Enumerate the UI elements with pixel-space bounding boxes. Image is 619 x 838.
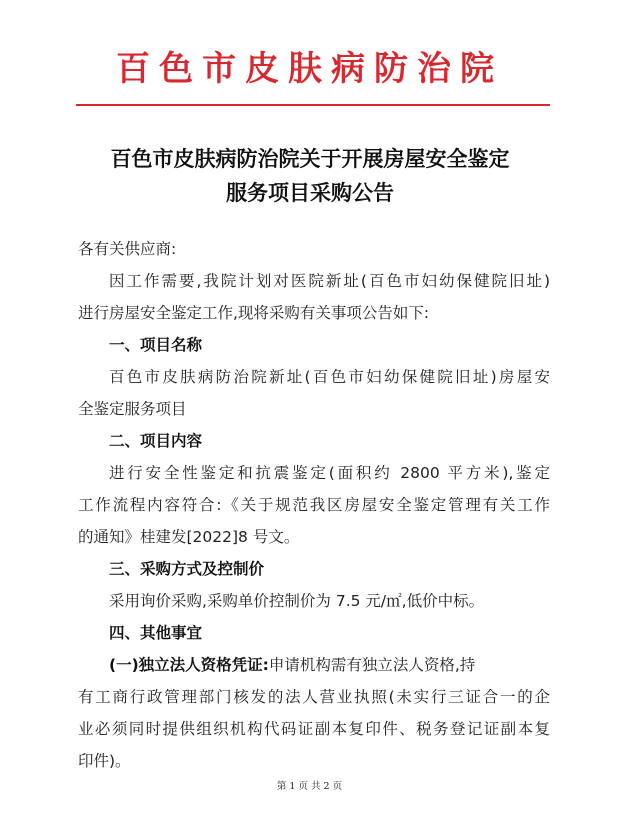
section-1-line-1: 百色市皮肤病防治院新址(百色市妇幼保健院旧址)房屋安 <box>109 368 550 386</box>
intro-line-1: 因工作需要,我院计划对医院新址(百色市妇幼保健院旧址) <box>109 272 550 290</box>
document-body <box>78 233 550 777</box>
section-2-line-3: 的通知》桂建发[2022]8 号文。 <box>78 528 300 546</box>
section-4-item-1-line-4: 印件)。 <box>78 752 131 770</box>
section-4-item-1-line-1 <box>78 649 550 681</box>
section-1-heading: 一、项目名称 <box>109 336 203 354</box>
section-4-item-1-lead: (一)独立法人资格凭证: <box>109 656 269 674</box>
section-2-line-1: 进行安全性鉴定和抗震鉴定(面积约 2800 平方米),鉴定 <box>109 464 550 482</box>
section-3-line-1: 采用询价采购,采购单价控制价为 7.5 元/㎡,低价中标。 <box>109 592 485 610</box>
section-4-item-1-rest: 申请机构需有独立法人资格,持 <box>268 656 476 674</box>
section-4-item-1-line-3: 业必须同时提供组织机构代码证副本复印件、税务登记证副本复 <box>78 720 550 738</box>
section-1-line-2: 全鉴定服务项目 <box>78 400 187 418</box>
document-title-line-2: 服务项目采购公告 <box>226 180 394 205</box>
section-4-heading: 四、其他事宜 <box>109 624 203 642</box>
letterhead-red-rule <box>76 104 550 106</box>
letterhead-org-name: 百色市皮肤病防治院 <box>116 49 503 89</box>
document-title-line-1: 百色市皮肤病防治院关于开展房屋安全鉴定 <box>110 146 510 171</box>
document-title <box>60 142 560 210</box>
salutation: 各有关供应商: <box>78 240 177 258</box>
section-2-heading: 二、项目内容 <box>109 432 203 450</box>
section-2-line-2: 工作流程内容符合:《关于规范我区房屋安全鉴定管理有关工作 <box>78 496 550 514</box>
section-4-item-1-line-2: 有工商行政管理部门核发的法人营业执照(未实行三证合一的企 <box>78 688 550 706</box>
page-number-footer: 第 1 页 共 2 页 <box>276 781 343 792</box>
intro-line-2: 进行房屋安全鉴定工作,现将采购有关事项公告如下: <box>78 304 430 322</box>
section-3-heading: 三、采购方式及控制价 <box>109 560 265 578</box>
